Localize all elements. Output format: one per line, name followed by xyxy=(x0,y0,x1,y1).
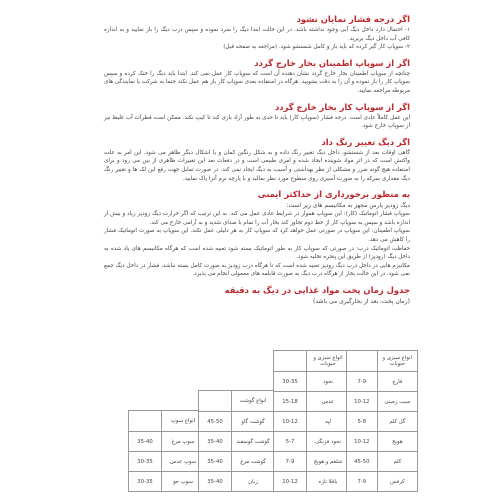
section-paragraph: حفاظت اتوماتیک درب: در صورتی که سوپاپ کار به طور اتوماتیک بسته شود تعبیه شده است که هرگاه مکانیسم های یاد شده به داخل دیگ (زودپز) از طریق این پنجره تخلیه شود. xyxy=(104,245,410,261)
table-cell: نخود فرنگی xyxy=(307,432,350,452)
table-cell: 10-12 xyxy=(274,472,307,492)
section-paragraph: گاهی اوقات بعد از شستشو، داخل دیگ تغییر رنگ داده و به شکل رنگین کمان و یا اشکال دیگر ظاهر می شود. این امر به علت واکنش است که در اثر مواد شوینده ایجاد شده و امری طبیعی است و در دفعات بعد این تغییرات ظاهری از بین می رود و برای استفاده هیچ گونه ضرر و مشکلی از نظر بهداشتی و آسیب به دیگ ایجاد نمی کند. در صورت تمایل جهت رفع این لک ها و تغییر رنگ دیگ مقداری سرکه را به صورت آسیری روی سطوح مورد نظر بمالید و با پارچه نرم آنرا پاک نمایید. xyxy=(104,149,410,182)
table-cell: 7-9 xyxy=(347,472,378,492)
table-header-cell: انواع سبزی و حبوبات xyxy=(307,351,350,372)
table-header-row xyxy=(129,411,205,432)
section-intro: دیگ زودپز پارس مجهز به مکانیسم های زیر است: xyxy=(286,202,410,210)
table-row xyxy=(199,432,275,452)
table-cell: نخود xyxy=(307,372,350,392)
table-header-cell: انواع سوپ xyxy=(162,411,205,432)
table-cell: عدس xyxy=(307,392,350,412)
table-row xyxy=(274,412,350,432)
section-heading: اگر از سوپاپ کار بخار خارج گردد xyxy=(274,101,410,112)
table-row xyxy=(347,432,418,452)
table-cell: سوپ مرغ xyxy=(162,432,205,452)
table-cell: گل کلم xyxy=(377,412,417,432)
table-header-cell: انواع سبزی و حبوبات xyxy=(377,351,417,372)
table-cell: سوپ عدس xyxy=(162,452,205,472)
vegetables-table-b xyxy=(273,350,350,492)
section-paragraph: این عمل کاملاً عادی است. درجه فشار (سوپاپ کار) باید تا حدی به طور آزاد بازی کند تا کیپ نکند. ممکن است قطرات آب غلیظ نیز از سوپاپ خارج شود. xyxy=(104,114,410,130)
section-safety-valve-steam xyxy=(104,58,410,96)
table-row xyxy=(129,432,205,452)
table-row xyxy=(347,472,418,492)
table-header-row xyxy=(347,351,418,372)
section-heading: به منظور برخورداری از حداکثر ایمنی xyxy=(257,189,410,200)
section-safety xyxy=(104,189,410,279)
table-row xyxy=(347,392,418,412)
table-cell: باقلا تازه xyxy=(307,472,350,492)
table-cell: کرفس xyxy=(377,472,417,492)
table-row xyxy=(199,472,275,492)
section-paragraph: مکانیزم هایی در داخل درب دیگ زودپز تعبیه شده است که تا هرگاه درب زودپز به صورت کامل بسته نباشد، فشار در داخل دیگ جمع نمی شود. در این حالت بخار از هرگاه درب دیگ به صورت قابلمه های معمولی انجام می پذیرد. xyxy=(104,262,410,278)
table-cell: 10-12 xyxy=(347,432,378,452)
vegetables-table-a xyxy=(346,350,418,492)
section-work-valve-steam xyxy=(104,102,410,131)
section-heading: اگر دیگ تغییر رنگ داد xyxy=(321,136,410,147)
table-header-row xyxy=(199,391,275,412)
table-row xyxy=(274,372,350,392)
section-paragraph: ۲- سوپاپ کار گیر کرده که باید باز و کامل شستشو شود. (مراجعه به صفحه قبل) xyxy=(223,44,410,51)
table-row xyxy=(199,412,275,432)
table-row xyxy=(274,452,350,472)
table-header-row xyxy=(274,351,350,372)
table-cell: شلغم و هویج xyxy=(307,452,350,472)
meat-table xyxy=(198,390,275,492)
section-paragraph: سوپاپ اطمینان: این سوپاپ در صورتی عمل خواهد کرد که سوپاپ کار به هر دلیلی عمل نکند. این سوپاپ به صورت اتوماتیک فشار را کاهش می دهد. xyxy=(104,228,410,243)
cooking-time-tables xyxy=(128,348,418,498)
table-row xyxy=(274,472,350,492)
section-paragraph: سوپاپ فشار اتوماتیک (کار): این سوپاپ هموار در شرایط عادی عمل می کند. به این ترتیب که اگر حرارت دیگ زودپز زیاد و بیش از اندازه باشد و سپس به سوپاپ کار از خط دوم تجاوز کند بخار آب را تمام با صدای شدید و به آرامی خارج می کند. xyxy=(104,211,410,226)
table-cell: زبان xyxy=(232,472,275,492)
table-cell: گوشت گوسفند xyxy=(232,432,275,452)
table-header-cell xyxy=(274,351,307,372)
table-cell: گوشت مرغ xyxy=(232,452,275,472)
table-cell: 45-50 xyxy=(199,412,232,432)
table-row xyxy=(199,452,275,472)
table-cell: کلم xyxy=(377,452,417,472)
section-heading: جدول زمان پخت مواد غذایی در دیگ به دقیقه xyxy=(224,284,410,295)
section-paragraph: چنانچه از سوپاپ اطمینان بخار خارج گردد نشان دهنده آن است که سوپاپ کار عمل نمی کند. ابتدا باید دیگ را خنک کرده و سپس سوپاپ کار را باز نموده و آن را به دقت بشویید. هرگاه در استفاده بعدی سوپاپ کار باز هم عمل نکند حتما به شرکت یا نمایندگی های مربوطه مراجعه نمایید. xyxy=(104,70,410,94)
table-cell: 35-40 xyxy=(199,452,232,472)
table-header-cell xyxy=(347,351,378,372)
table-header-cell: انواع گوشت xyxy=(232,391,275,412)
table-cell: 15-18 xyxy=(274,392,307,412)
table-row xyxy=(129,452,205,472)
table-cell: 35-40 xyxy=(199,472,232,492)
section-heading: اگر درجه فشار نمایان نشود xyxy=(296,14,410,24)
table-cell: گوشت گاو xyxy=(232,412,275,432)
table-cell: لپه xyxy=(307,412,350,432)
section-note: (زمان پخت، بعد از بخارگیری می باشد) xyxy=(313,297,410,305)
manual-text xyxy=(104,14,410,312)
table-row xyxy=(347,452,418,472)
table-cell: 5-7 xyxy=(274,432,307,452)
table-cell: 30-35 xyxy=(129,472,162,492)
table-cell: 35-40 xyxy=(199,432,232,452)
section-cooking-table xyxy=(104,285,410,306)
table-cell: 7-9 xyxy=(274,452,307,472)
table-cell: 35-40 xyxy=(129,432,162,452)
section-discoloration xyxy=(104,137,410,183)
table-row xyxy=(347,412,418,432)
table-cell: 10-12 xyxy=(347,392,378,412)
table-row xyxy=(129,472,205,492)
table-cell: سیب زمینی xyxy=(377,392,417,412)
table-cell: 10-12 xyxy=(274,412,307,432)
table-header-cell xyxy=(129,411,162,432)
table-cell: 30-35 xyxy=(129,452,162,472)
table-cell: قارچ xyxy=(377,372,417,392)
table-header-cell xyxy=(199,391,232,412)
section-pressure-not-shown xyxy=(104,14,410,52)
table-row xyxy=(347,372,418,392)
table-cell: هویج xyxy=(377,432,417,452)
table-cell: 5-8 xyxy=(347,412,378,432)
table-cell: 45-50 xyxy=(347,452,378,472)
table-cell: 7-9 xyxy=(347,372,378,392)
soup-table xyxy=(128,410,205,492)
table-row xyxy=(274,432,350,452)
section-paragraph: ۱- احتمال دارد داخل دیگ آبی وجود نداشته باشد. در این حالت ابتدا دیگ را سرد نموده و سپس درب دیگ را باز نمایید و به اندازه کافی آب داخل دیگ بریزید. xyxy=(104,27,410,42)
table-cell: 30-35 xyxy=(274,372,307,392)
table-row xyxy=(274,392,350,412)
table-cell: سوپ جو xyxy=(162,472,205,492)
section-heading: اگر از سوپاپ اطمینان بخار خارج گردد xyxy=(254,57,410,68)
